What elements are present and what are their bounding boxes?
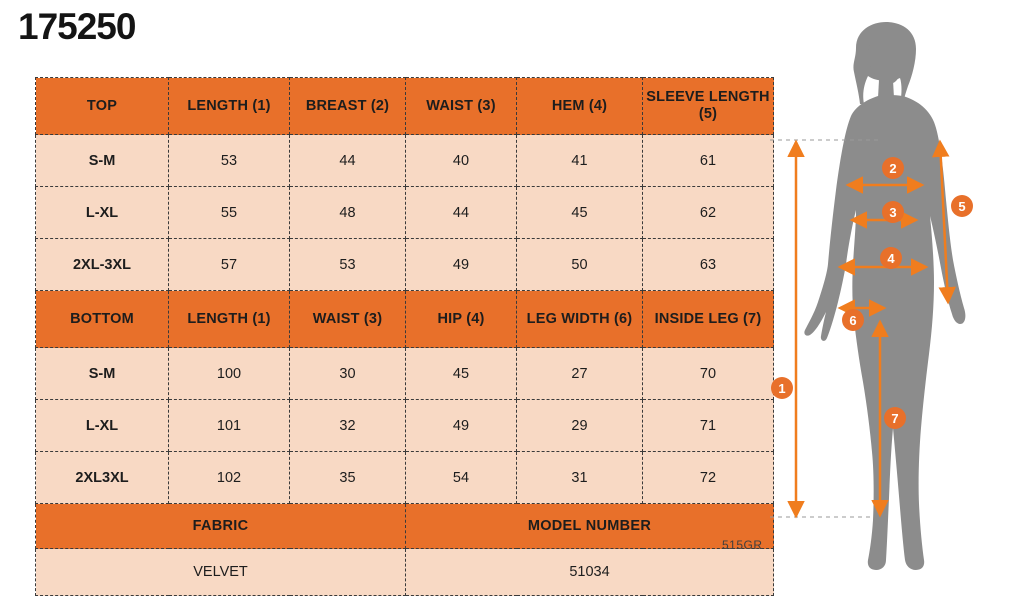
- header-fabric: FABRIC: [36, 504, 406, 549]
- top-section-header-row: [36, 78, 774, 135]
- row-label-bottom-sm: S-M: [36, 348, 169, 400]
- cell-bottom-2xl3xl-waist: 35: [290, 452, 406, 504]
- badge-6-label: 6: [849, 313, 857, 328]
- cell-top-sm-sleeve: 61: [643, 135, 774, 187]
- cell-bottom-sm-insideleg: 70: [643, 348, 774, 400]
- row-label-bottom-2xl3xl: 2XL3XL: [36, 452, 169, 504]
- cell-top-2xl3xl-length: 57: [169, 239, 290, 291]
- cell-bottom-lxl-legwidth: 29: [517, 400, 643, 452]
- table-row: [36, 400, 774, 452]
- cell-bottom-lxl-hip: 49: [406, 400, 517, 452]
- header-model-number: MODEL NUMBER: [406, 504, 774, 549]
- cell-top-2xl3xl-breast: 53: [290, 239, 406, 291]
- row-label-top-2xl3xl: 2XL-3XL: [36, 239, 169, 291]
- page-title: 175250: [18, 6, 136, 47]
- table-row: [36, 135, 774, 187]
- cell-top-sm-breast: 44: [290, 135, 406, 187]
- footer-value-row: [36, 549, 774, 596]
- cell-top-lxl-waist: 44: [406, 187, 517, 239]
- header-breast-2: BREAST (2): [290, 78, 406, 135]
- cell-top-2xl3xl-waist: 49: [406, 239, 517, 291]
- cell-top-sm-waist: 40: [406, 135, 517, 187]
- cell-bottom-2xl3xl-length: 102: [169, 452, 290, 504]
- header-bottom: BOTTOM: [36, 291, 169, 348]
- cell-bottom-2xl3xl-legwidth: 31: [517, 452, 643, 504]
- value-fabric: VELVET: [36, 549, 406, 596]
- row-label-top-lxl: L-XL: [36, 187, 169, 239]
- header-hem-4: HEM (4): [517, 78, 643, 135]
- table-row: [36, 239, 774, 291]
- table-row: [36, 187, 774, 239]
- cell-top-lxl-hem: 45: [517, 187, 643, 239]
- cell-top-sm-length: 53: [169, 135, 290, 187]
- header-length-1: LENGTH (1): [169, 78, 290, 135]
- cell-bottom-2xl3xl-hip: 54: [406, 452, 517, 504]
- cell-top-lxl-breast: 48: [290, 187, 406, 239]
- cell-bottom-sm-waist: 30: [290, 348, 406, 400]
- cell-top-2xl3xl-sleeve: 63: [643, 239, 774, 291]
- cell-bottom-lxl-length: 101: [169, 400, 290, 452]
- female-silhouette: [804, 22, 965, 570]
- cell-top-lxl-sleeve: 62: [643, 187, 774, 239]
- header-bottom-hip-4: HIP (4): [406, 291, 517, 348]
- cell-bottom-sm-legwidth: 27: [517, 348, 643, 400]
- badge-4-label: 4: [887, 251, 895, 266]
- row-label-bottom-lxl: L-XL: [36, 400, 169, 452]
- header-bottom-waist-3: WAIST (3): [290, 291, 406, 348]
- measurement-figure-diagram: [760, 20, 1022, 575]
- cell-bottom-lxl-waist: 32: [290, 400, 406, 452]
- header-top: TOP: [36, 78, 169, 135]
- size-chart-table: [35, 77, 774, 596]
- header-bottom-leg-width-6: LEG WIDTH (6): [517, 291, 643, 348]
- cell-bottom-2xl3xl-insideleg: 72: [643, 452, 774, 504]
- cell-top-lxl-length: 55: [169, 187, 290, 239]
- bottom-section-header-row: [36, 291, 774, 348]
- badge-2-label: 2: [889, 161, 897, 176]
- cell-bottom-sm-length: 100: [169, 348, 290, 400]
- cell-bottom-sm-hip: 45: [406, 348, 517, 400]
- header-bottom-length-1: LENGTH (1): [169, 291, 290, 348]
- style-code-label: 515GR: [722, 538, 763, 552]
- header-sleeve-length-5: SLEEVE LENGTH (5): [643, 78, 774, 135]
- cell-bottom-lxl-insideleg: 71: [643, 400, 774, 452]
- cell-top-2xl3xl-hem: 50: [517, 239, 643, 291]
- badge-3-label: 3: [889, 205, 897, 220]
- badge-7-label: 7: [891, 411, 899, 426]
- badge-5-label: 5: [958, 199, 966, 214]
- table-row: [36, 452, 774, 504]
- value-model-number: 51034: [406, 549, 774, 596]
- table-row: [36, 348, 774, 400]
- header-bottom-inside-leg-7: INSIDE LEG (7): [643, 291, 774, 348]
- badge-1-label: 1: [778, 381, 786, 396]
- cell-top-sm-hem: 41: [517, 135, 643, 187]
- footer-header-row: [36, 504, 774, 549]
- row-label-top-sm: S-M: [36, 135, 169, 187]
- header-waist-3: WAIST (3): [406, 78, 517, 135]
